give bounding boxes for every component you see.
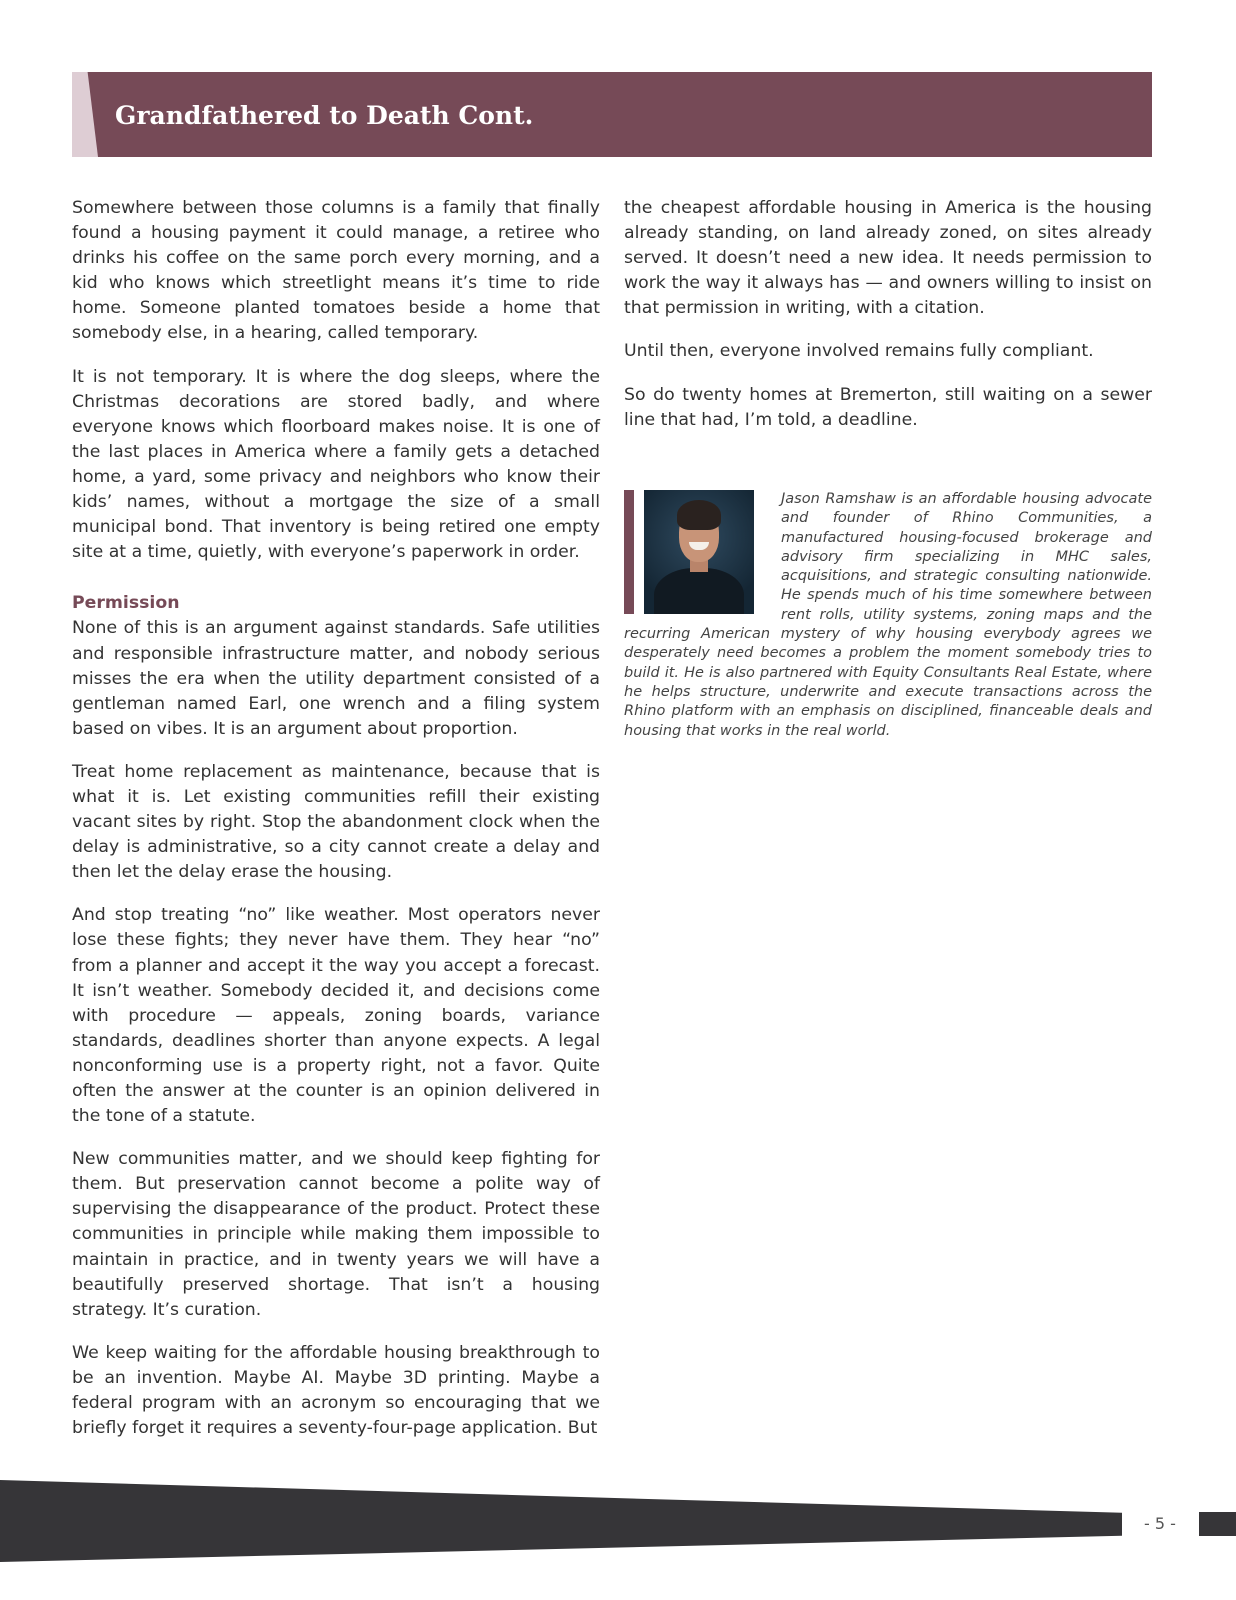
- page-title: Grandfathered to Death Cont.: [115, 101, 534, 130]
- paragraph: So do twenty homes at Bremerton, still waiting on a sewer line that had, I’m told, a deadline.: [624, 384, 1152, 430]
- paragraph: New communities matter, and we should keep fighting for them. But preservation cannot become a polite way of supervising the disappearance of the product. Protect these communities in principle while making them impossible to maintain in practice, and in twenty years we will have a beautifully preserved shortage. That isn’t a housing strategy. It’s curation.: [72, 1149, 600, 1320]
- paragraph: the cheapest affordable housing in America is the housing already standing, on land already zoned, on sites already served. It doesn’t need a new idea. It needs permission to work the way it always has — and owners willing to insist on that permission in writing, with a citation.: [624, 198, 1152, 319]
- bio-accent-bar: [624, 490, 634, 614]
- right-column: [624, 196, 1152, 451]
- left-column: [72, 196, 600, 1441]
- author-bio-text: Jason Ramshaw is an affordable housing advocate and founder of Rhino Communities, a manufactured housing-focused brokerage and advisory firm specializing in MHC sales, acquisitions, and strategic consulting nationwide. He spends much of his time somewhere between rent rolls, utility systems, zoning maps and the recurring American mystery of why housing everybody agrees we desperately need becomes a problem the moment somebody tries to build it. He is also partnered with Equity Consultants Real Estate, where he helps structure, underwrite and execute transactions across the Rhino platform with an emphasis on disciplined, financeable deals and housing that works in the real world.: [624, 491, 1152, 739]
- paragraph: Somewhere between those columns is a family that finally found a housing payment it could manage, a retiree who drinks his coffee on the same porch every morning, and a kid who knows which streetlight means it’s time to ride home. Someone planted tomatoes beside a home that somebody else, in a hearing, called temporary.: [72, 198, 600, 344]
- paragraph: It is not temporary. It is where the dog sleeps, where the Christmas decorations are stored badly, and where everyone knows which floorboard makes noise. It is one of the last places in America where a family gets a detached home, a yard, some privacy and neighbors who know their kids’ names, without a mortgage the size of a small municipal bond. That inventory is being retired one empty site at a time, quietly, with everyone’s paperwork in order.: [72, 366, 600, 563]
- footer-band: [0, 1480, 1122, 1562]
- paragraph: Treat home replacement as maintenance, because that is what it is. Let existing communities refill their existing vacant sites by right. Stop the abandonment clock when the delay is administrative, so a city cannot create a delay and then let the delay erase the housing.: [72, 761, 600, 883]
- author-bio: [624, 490, 1152, 741]
- section-heading: Permission: [72, 593, 180, 614]
- page-number: - 5 -: [1144, 1514, 1176, 1533]
- footer-block: [1199, 1512, 1236, 1536]
- paragraph: We keep waiting for the affordable housing breakthrough to be an invention. Maybe AI. Maybe 3D printing. Maybe a federal program with an acronym so encouraging that we briefly forget it requires a seventy-four-page application. But: [72, 1342, 600, 1439]
- paragraph: And stop treating “no” like weather. Most operators never lose these fights; they never have them. They hear “no” from a planner and accept it the way you accept a forecast. It isn’t weather. Somebody decided it, and decisions come with procedure — appeals, zoning boards, variance standards, deadlines shorter than anyone expects. A legal nonconforming use is a property right, not a favor. Quite often the answer at the counter is an opinion delivered in the tone of a statute.: [72, 905, 600, 1127]
- author-portrait: [644, 490, 754, 614]
- paragraph: None of this is an argument against standards. Safe utilities and responsible infrastructure matter, and nobody serious misses the era when the utility department consisted of a gentleman named Earl, one wrench and a filing system based on vibes. It is an argument about proportion.: [72, 618, 600, 739]
- paragraph: Until then, everyone involved remains fully compliant.: [624, 341, 1094, 362]
